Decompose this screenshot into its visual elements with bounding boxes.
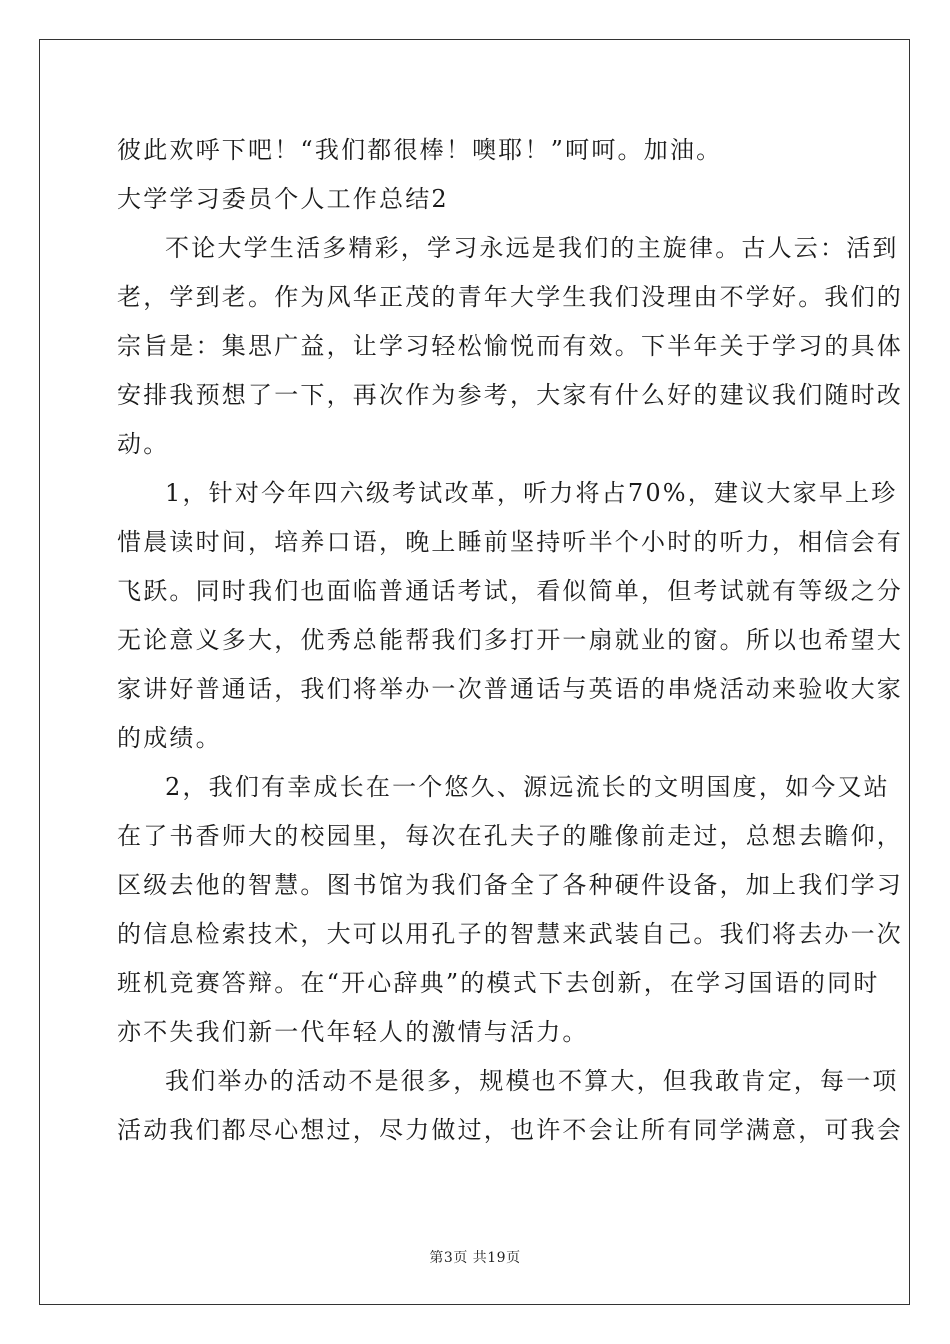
text-line: 不论大学生活多精彩，学习永远是我们的主旋律。古人云：活到: [165, 234, 899, 262]
document-body: [117, 126, 903, 1155]
text-line: 的成绩。: [117, 724, 222, 752]
text-line: 安排我预想了一下，再次作为参考，大家有什么好的建议我们随时改: [117, 381, 903, 409]
text-line: 家讲好普通话，我们将举办一次普通话与英语的串烧活动来验收大家: [117, 675, 903, 703]
text-line: 无论意义多大，优秀总能帮我们多打开一扇就业的窗。所以也希望大: [117, 626, 903, 654]
text-line: 动。: [117, 430, 170, 458]
text-line: 班机竞赛答辩。在“开心辞典”的模式下去创新，在学习国语的同时: [117, 969, 880, 997]
text-line: 1，针对今年四六级考试改革，听力将占70%，建议大家早上珍: [165, 479, 898, 507]
text-line: 飞跃。同时我们也面临普通话考试，看似简单，但考试就有等级之分: [117, 577, 903, 605]
text-line: 区级去他的智慧。图书馆为我们备全了各种硬件设备，加上我们学习: [117, 871, 903, 899]
text-line: 在了书香师大的校园里，每次在孔夫子的雕像前走过，总想去瞻仰，: [117, 822, 903, 850]
text-line: 我们举办的活动不是很多，规模也不算大，但我敢肯定，每一项: [165, 1067, 899, 1095]
text-line: 宗旨是：集思广益，让学习轻松愉悦而有效。下半年关于学习的具体: [117, 332, 903, 360]
text-line: 彼此欢呼下吧！“我们都很棒！噢耶！”呵呵。加油。: [117, 136, 723, 164]
text-line: 2，我们有幸成长在一个悠久、源远流长的文明国度，如今又站: [165, 773, 890, 801]
text-line: 活动我们都尽心想过，尽力做过，也许不会让所有同学满意，可我会: [117, 1116, 903, 1144]
section-title: 大学学习委员个人工作总结2: [117, 185, 449, 213]
text-line: 老，学到老。作为风华正茂的青年大学生我们没理由不学好。我们的: [117, 283, 903, 311]
page-number-footer: 第3页 共19页: [429, 1250, 521, 1266]
text-line: 的信息检索技术，大可以用孔子的智慧来武装自己。我们将去办一次: [117, 920, 903, 948]
text-line: 亦不失我们新一代年轻人的激情与活力。: [117, 1018, 589, 1046]
text-line: 惜晨读时间，培养口语，晚上睡前坚持听半个小时的听力，相信会有: [117, 528, 903, 556]
